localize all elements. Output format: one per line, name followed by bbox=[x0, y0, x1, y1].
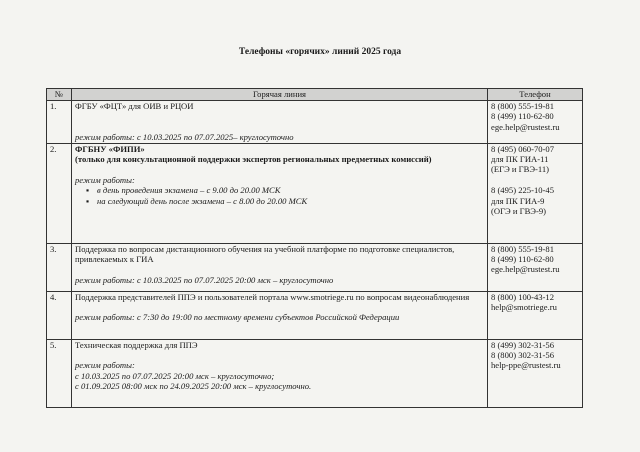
phone-number: 8 (800) 555-19-81 bbox=[491, 101, 555, 111]
phone-number: 8 (800) 100-43-12 bbox=[491, 291, 555, 302]
email-link[interactable]: help-ppe@rustest.ru bbox=[491, 360, 561, 371]
hotline-cell bbox=[72, 101, 488, 144]
work-mode-label: режим работы: bbox=[75, 360, 135, 371]
phone-number: 8 (495) 060-70-07 bbox=[491, 143, 555, 154]
phone-number: 8 (499) 110-62-80 bbox=[491, 254, 554, 264]
list-item: ▪ в день проведения экзамена – с 9.00 до 20.00 МСК bbox=[97, 185, 484, 195]
work-mode: режим работы: с 10.03.2025 по 07.07.2025 20:00 мск – круглосуточно bbox=[75, 274, 334, 285]
hotline-name: ФГБУ «ФЦТ» для ОИВ и РЦОИ bbox=[75, 101, 194, 111]
phone-note: для ПК ГИА-9 bbox=[491, 195, 545, 206]
phone-cell bbox=[488, 101, 583, 144]
table-row bbox=[47, 143, 583, 243]
phone-number: 8 (800) 302-31-56 bbox=[491, 350, 555, 360]
page-title: Телефоны «горячих» линий 2025 года bbox=[238, 47, 402, 57]
header-line: Горячая линия bbox=[72, 89, 488, 101]
hotline-name: Поддержка представителей ППЭ и пользователей портала www.smotriege.ru по вопросам видеонаблюдения bbox=[75, 291, 470, 302]
phone-number: 8 (499) 110-62-80 bbox=[491, 111, 554, 122]
subtitle-emphasis: (только bbox=[75, 154, 105, 164]
subtitle-text: для консультационной поддержки экспертов региональных предметных комиссий) bbox=[104, 154, 432, 164]
email-link[interactable]: help@smotriege.ru bbox=[491, 302, 557, 312]
row-number: 5. bbox=[47, 339, 72, 407]
work-mode-line: с 10.03.2025 по 07.07.2025 20:00 мск – круглосуточно; bbox=[75, 370, 275, 381]
work-mode: режим работы: с 7:30 до 19:00 по местному времени субъектов Российской Федерации bbox=[75, 312, 400, 323]
hotline-name: Поддержка по вопросам дистанционного обучения на учебной платформе по подготовке специалистов, привлекаемых к ГИА bbox=[75, 243, 455, 264]
hotline-cell bbox=[72, 243, 488, 291]
phone-number: 8 (800) 555-19-81 bbox=[491, 243, 555, 254]
phone-note: (ЕГЭ и ГВЭ-11) bbox=[491, 164, 550, 175]
hotline-cell bbox=[72, 291, 488, 339]
header-phone: Телефон bbox=[488, 89, 583, 101]
list-item: ▪ на следующий день после экзамена – с 8.00 до 20.00 МСК bbox=[97, 196, 484, 206]
header-num: № bbox=[47, 89, 72, 101]
table-row bbox=[47, 339, 583, 407]
phone-note: (ОГЭ и ГВЭ-9) bbox=[491, 206, 546, 217]
hotline-cell bbox=[72, 143, 488, 243]
row-number: 2. bbox=[47, 143, 72, 243]
phone-number: 8 (499) 302-31-56 bbox=[491, 339, 555, 350]
table-row bbox=[47, 291, 583, 339]
row-number: 1. bbox=[47, 101, 72, 144]
phone-note: для ПК ГИА-11 bbox=[491, 154, 549, 164]
work-mode-label: режим работы: bbox=[75, 174, 135, 185]
email-link[interactable]: ege.help@rustest.ru bbox=[491, 264, 560, 275]
hotline-cell bbox=[72, 339, 488, 407]
phone-cell bbox=[488, 339, 583, 407]
table-row bbox=[47, 243, 583, 291]
phone-number: 8 (495) 225-10-45 bbox=[491, 185, 555, 196]
phone-cell bbox=[488, 143, 583, 243]
schedule-list bbox=[75, 185, 484, 206]
work-mode: режим работы: с 10.03.2025 по 07.07.2025– круглосуточно bbox=[75, 132, 294, 143]
work-mode-line: с 01.09.2025 08:00 мск по 24.09.2025 20:00 мск – круглосуточно. bbox=[75, 381, 312, 392]
hotline-name: ФГБНУ «ФИПИ» bbox=[75, 143, 145, 154]
hotlines-table bbox=[46, 88, 583, 408]
row-number: 4. bbox=[47, 291, 72, 339]
hotline-subtitle bbox=[75, 154, 484, 164]
email-link[interactable]: ege.help@rustest.ru bbox=[491, 121, 560, 132]
table-row bbox=[47, 101, 583, 144]
phone-cell bbox=[488, 243, 583, 291]
phone-cell bbox=[488, 291, 583, 339]
hotline-name: Техническая поддержка для ППЭ bbox=[75, 339, 198, 350]
row-number: 3. bbox=[47, 243, 72, 291]
table-header-row bbox=[47, 89, 583, 101]
